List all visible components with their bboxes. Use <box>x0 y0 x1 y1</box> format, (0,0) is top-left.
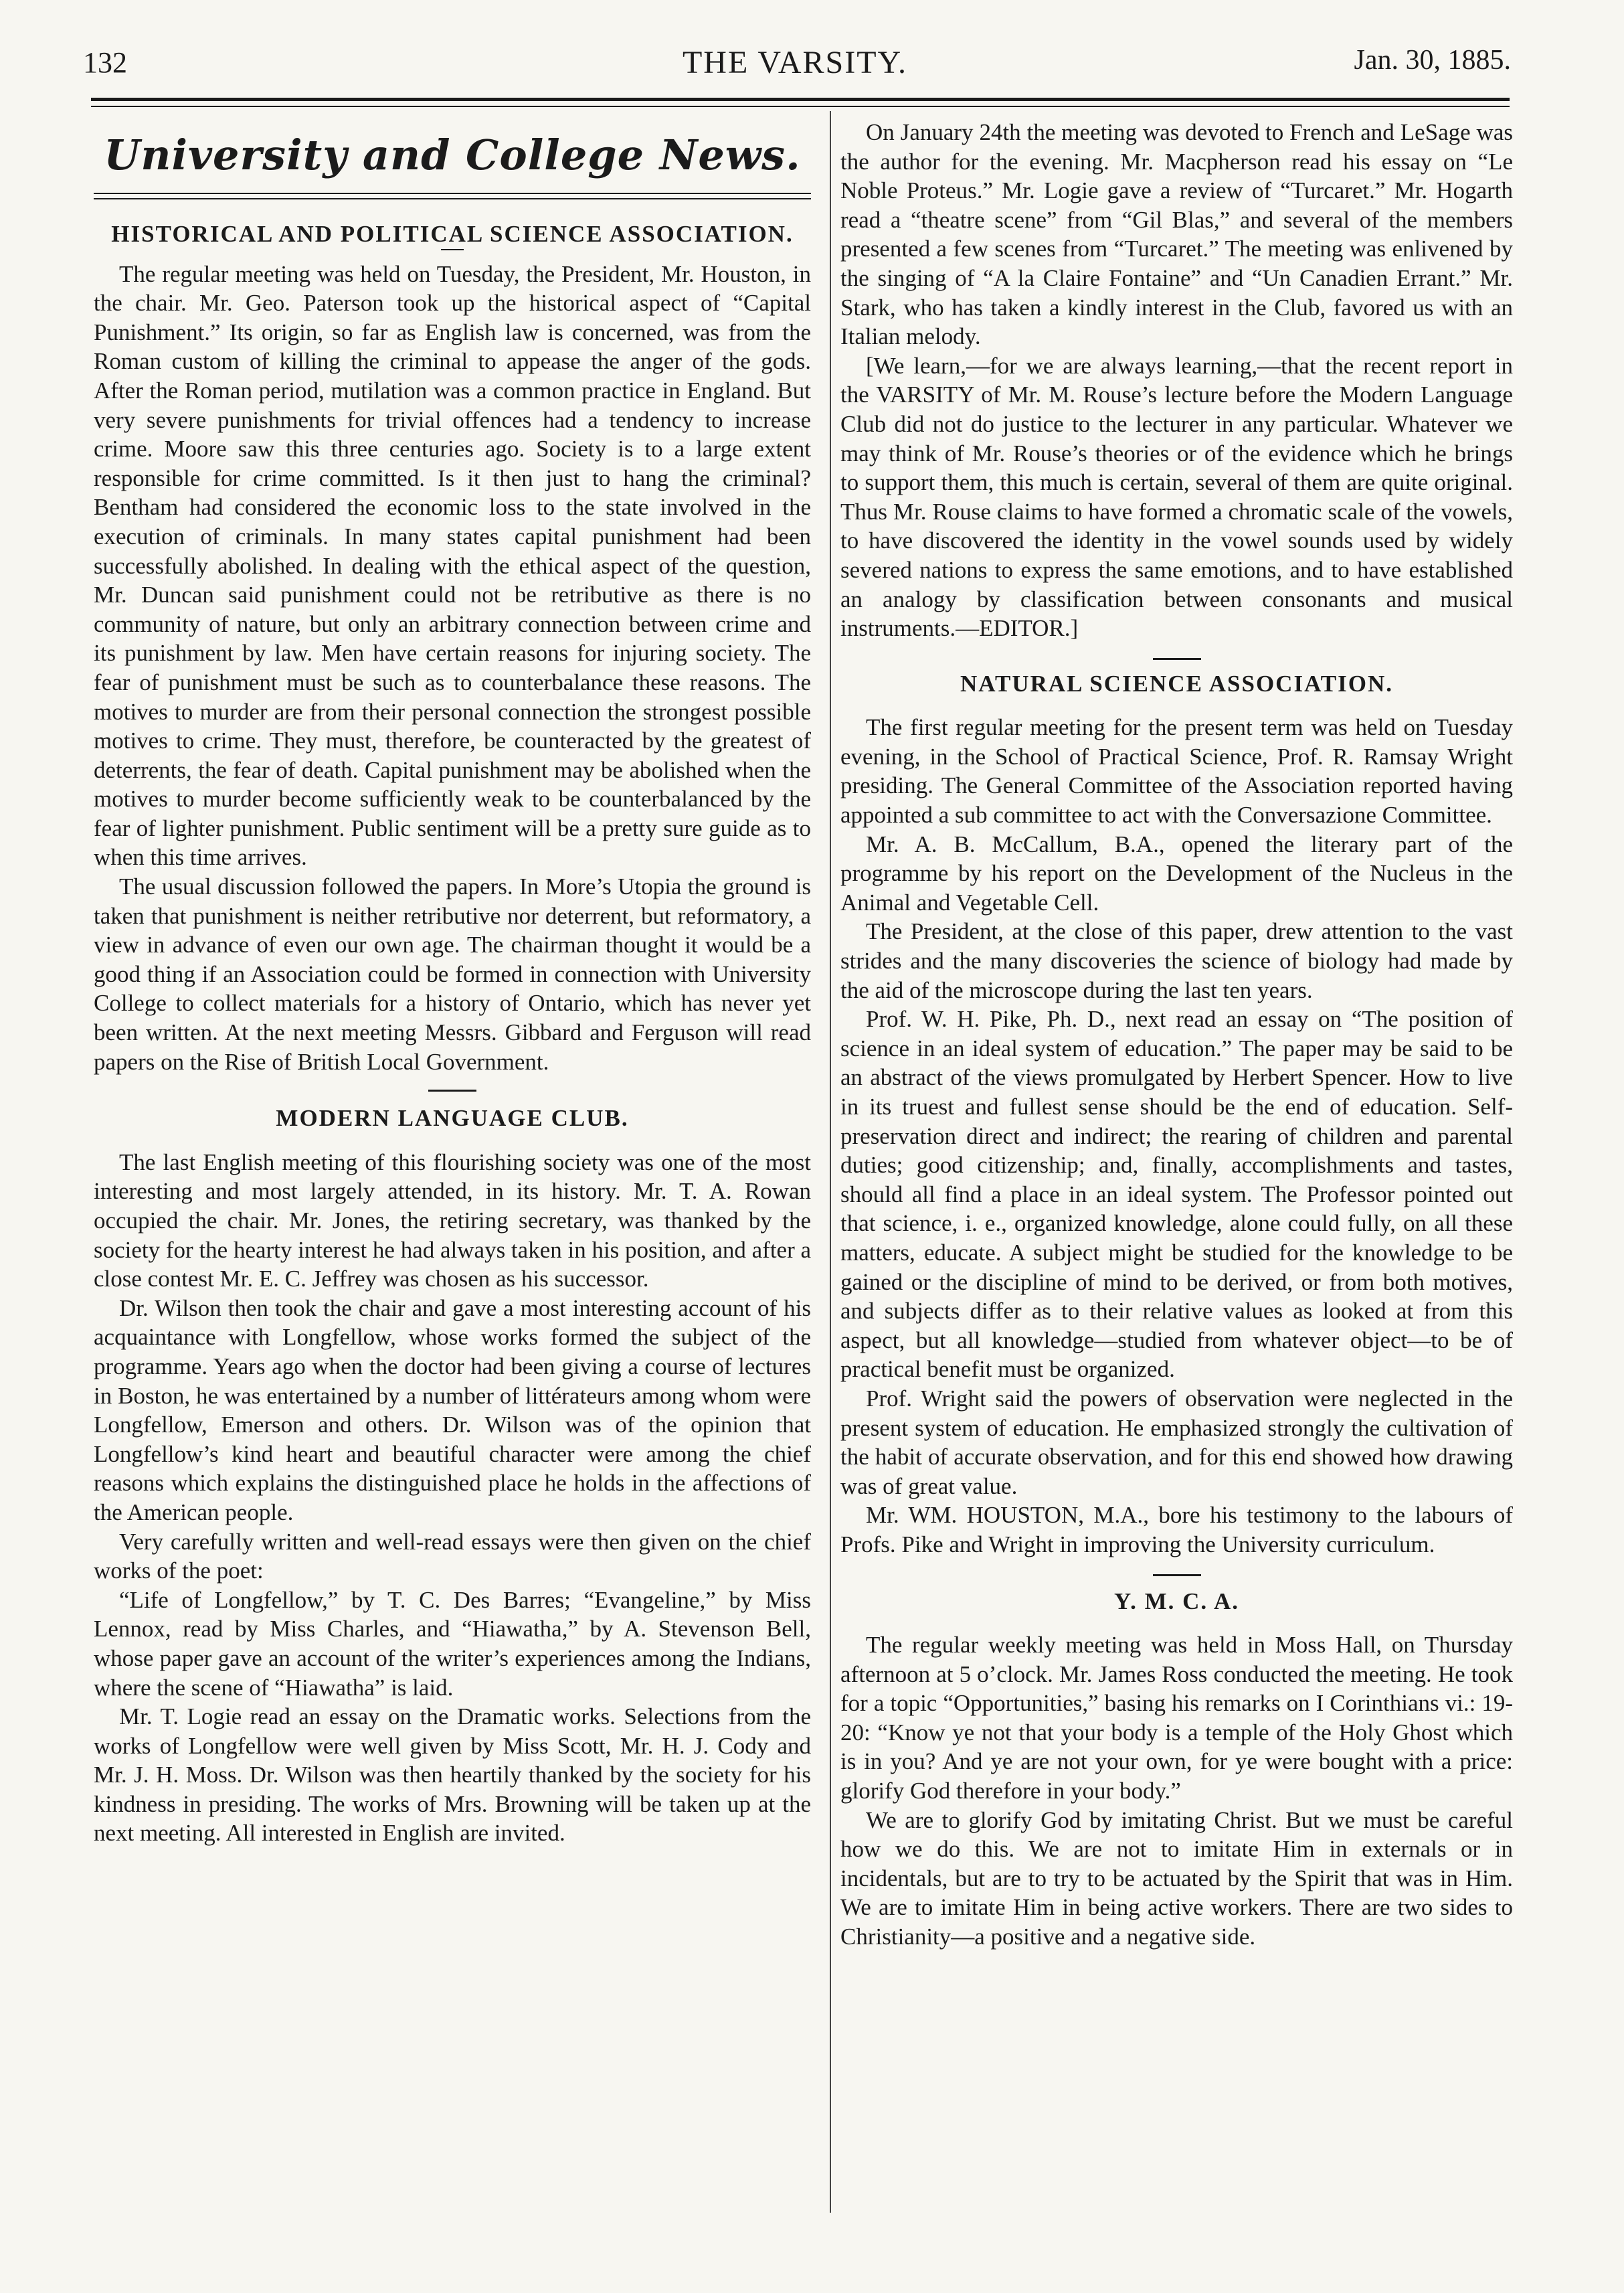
ymca-heading: Y. M. C. A. <box>1114 1588 1239 1614</box>
ymca-paragraph: The regular weekly meeting was held in Moss Hall, on Thursday afternoon at 5 o’clock. Mr. James Ross conducted the meeting. He took for a topic “Opportunities,” basing his remarks on I Corinthians vi.: 19-20: “Know ye not that your body is a temple of the Holy Ghost which is in you? And ye are not your own, for ye were bought with a price: glorify God therefore in your body.” <box>840 1632 1513 1804</box>
left-column <box>94 118 811 1848</box>
header-rule <box>91 98 1510 101</box>
header-rule-thin <box>91 106 1510 107</box>
page-header <box>79 41 1511 88</box>
modern-language-paragraph: “Life of Longfellow,” by T. C. Des Barres; “Evangeline,” by Miss Lennox, read by Miss Charles, and “Hiawatha,” by A. Stevenson Bell, whose paper gave an account of the writer’s experiences among the Indians, where the scene of “Hiawatha” is laid. <box>94 1586 811 1701</box>
natural-science-heading: NATURAL SCIENCE ASSOCIATION. <box>960 670 1393 697</box>
natural-science-paragraph: Prof. Wright said the powers of observation were neglected in the present system of education. He emphasized strongly the cultivation of the habit of accurate observation, and for this end showed how drawing was of great value. <box>840 1385 1513 1499</box>
modern-language-heading: MODERN LANGUAGE CLUB. <box>276 1105 629 1132</box>
natural-science-paragraph: Prof. W. H. Pike, Ph. D., next read an essay on “The position of science in an ideal system of education.” The paper may be said to be an abstract of the views promulgated by Herbert Spencer. How to live in its truest and fullest sense should be the end of education. Self-preservation direct and indirect; the rearing of children and parental duties; good citizenship; and, finally, accomplishments and tastes, should all find a place in an ideal system. The Professor pointed out that science, i. e., organized knowledge, alone could fully, on all these matters, educate. A subject might be studied for the knowledge to be gained or the discipline of mind to be derived, or from both motives, and subjects differ as to their relative values as looked at from this aspect, but all knowledge—studied from whatever object—to be of practical benefit must be organized. <box>840 1006 1513 1383</box>
modern-language-paragraph: Dr. Wilson then took the chair and gave a most interesting account of his acquaintance with Longfellow, whose works formed the subject of the programme. Years ago when the doctor had been giving a course of lectures in Boston, he was entertained by a number of littérateurs among whom were Longfellow, Emerson and others. Dr. Wilson was of the opinion that Longfellow’s kind heart and beautiful character were among the chief reasons which explains the distinguished place he holds in the affections of the American people. <box>94 1294 811 1525</box>
column-divider <box>830 111 831 2213</box>
natural-science-paragraph: The President, at the close of this paper, drew attention to the vast strides and the many discoveries the science of biology had made by the aid of the microscope during the last ten years. <box>840 918 1513 1003</box>
ymca-paragraph: We are to glorify God by imitating Christ. But we must be careful how we do this. We are not to imitate Him in externals or in incidentals, but are to try to be actuated by the Spirit that was in Him. We are to imitate Him in being active workers. There are two sides to Christianity—a positive and a negative side. <box>840 1806 1513 1950</box>
banner-rule <box>94 193 811 199</box>
natural-science-paragraph: The first regular meeting for the present term was held on Tuesday evening, in the School of Practical Science, Prof. R. Ramsay Wright presiding. The General Committee of the Association reported having appointed a sub committee to act with the Conversazione Committee. <box>840 714 1513 829</box>
page-number: 132 <box>83 46 127 79</box>
section-banner: University and College News. <box>104 131 801 179</box>
historical-paragraph: The regular meeting was held on Tuesday, the President, Mr. Houston, in the chair. Mr. Geo. Paterson took up the historical aspect of “Capital Punishment.” Its origin, so far as English law is concerned, was from the Roman custom of killing the criminal to appease the anger of the gods. After the Roman period, mutilation was a common practice in England. But very severe punishments for trivial offences had a tendency to increase crime. Moore saw this three centuries ago. Society is to a large extent responsible for crime committed. Is it then just to hang the criminal? Bentham had considered the economic loss to the state involved in the execution of criminals. In many states capital punishment had been successfully abolished. In dealing with the ethical aspect of the question, Mr. Duncan said punishment could not be retributive as there is no community of nature, but only an arbitrary connection between crime and its punishment by law. Men have certain reasons for injuring society. The fear of punishment must be such as to counterbalance these reasons. The motives to murder are from their personal connection the strongest possible motives to crime. They must, therefore, be counteracted by the greatest of deterrents, the fear of death. Capital punishment may be abolished when the motives to murder become sufficiently weak to be counterbalanced by the fear of lighter punishment. Public sentiment will be a pretty sure guide as to when this time arrives. <box>94 260 811 871</box>
modern-language-paragraph: Mr. T. Logie read an essay on the Dramatic works. Selections from the works of Longfellow were well given by Miss Scott, Mr. H. J. Cody and Mr. J. H. Moss. Dr. Wilson was then heartily thanked by the society for his kindness in presiding. The works of Mrs. Browning will be taken up at the next meeting. All interested in English are invited. <box>94 1703 811 1847</box>
right-column <box>840 118 1513 1952</box>
masthead-title: THE VARSITY. <box>682 45 908 80</box>
historical-heading: HISTORICAL AND POLITICAL SCIENCE ASSOCIATION. <box>111 221 794 247</box>
historical-paragraph: The usual discussion followed the papers. In More’s Utopia the ground is taken that punishment is neither retributive nor deterrent, but reformatory, a view in advance of even our own age. The chairman thought it would be a good thing if an Association could be formed in connection with University College to collect materials for a history of Ontario, which has never yet been written. At the next meeting Messrs. Gibbard and Ferguson will read papers on the Rise of British Local Government. <box>94 873 811 1075</box>
issue-date: Jan. 30, 1885. <box>1354 45 1511 76</box>
modern-language-paragraph: Very carefully written and well-read essays were then given on the chief works of the poet: <box>94 1528 811 1584</box>
natural-science-paragraph: Mr. WM. HOUSTON, M.A., bore his testimony to the labours of Profs. Pike and Wright in improving the University curriculum. <box>840 1502 1513 1557</box>
editor-note-paragraph: [We learn,—for we are always learning,—that the recent report in the VARSITY of Mr. M. Rouse’s lecture before the Modern Language Club did not do justice to the lecturer in any particular. Whatever we may think of Mr. Rouse’s theories or of the evidence which he brings to support them, this much is certain, several of them are quite original. Thus Mr. Rouse claims to have formed a chromatic scale of the vowels, to have discovered the identity in the vowel sounds used by widely severed nations to express the same emotions, and to have established an analogy by classification between consonants and musical instruments.—EDITOR.] <box>840 352 1513 642</box>
french-meeting-paragraph: On January 24th the meeting was devoted to French and LeSage was the author for the evening. Mr. Macpherson read his essay on “Le Noble Proteus.” Mr. Logie gave a review of “Turcaret.” Mr. Hogarth read a “theatre scene” from “Gil Blas,” and several of the members presented a few scenes from “Turcaret.” The meeting was enlivened by the singing of “A la Claire Fontaine” and “Un Canadien Errant.” Mr. Stark, who has taken a kindly interest in the Club, favored us with an Italian melody. <box>840 119 1513 350</box>
modern-language-paragraph: The last English meeting of this flourishing society was one of the most interesting and most largely attended, in its history. Mr. T. A. Rowan occupied the chair. Mr. Jones, the retiring secretary, was thanked by the society for the hearty interest he had always taken in his position, and after a close contest Mr. E. C. Jeffrey was chosen as his successor. <box>94 1149 812 1292</box>
natural-science-paragraph: Mr. A. B. McCallum, B.A., opened the literary part of the programme by his report on the Development of the Nucleus in the Animal and Vegetable Cell. <box>840 831 1513 916</box>
